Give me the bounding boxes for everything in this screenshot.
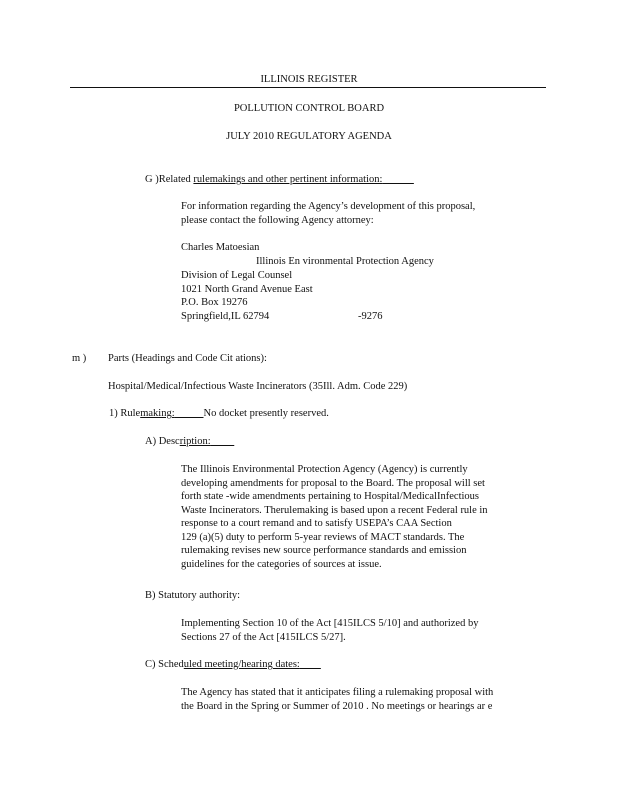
scheduled-underline-tail: [300, 659, 321, 670]
address-line: 1021 North Grand Avenue East: [181, 283, 313, 295]
description-heading: [145, 435, 234, 449]
rulemaking-row: [109, 407, 329, 421]
section-g-label: G )Related: [145, 174, 191, 185]
statutory-paragraph: [181, 617, 478, 644]
description-paragraph: [181, 463, 488, 571]
description-line: guidelines for the categories of sources at issue.: [181, 558, 382, 570]
rulemaking-value: No docket presently reserved.: [203, 408, 329, 419]
rulemaking-underline-tail: [175, 408, 204, 419]
section-g-intro: [181, 200, 475, 227]
intro-line: please contact the following Agency attorney:: [181, 214, 374, 226]
description-underlined: ription:: [179, 436, 211, 447]
scheduled-line: the Board in the Spring or Summer of 2010 . No meetings or hearings ar e: [181, 700, 493, 712]
address-line: P.O. Box 19276: [181, 297, 248, 308]
section-g-heading: [145, 173, 414, 187]
description-line: Waste Incinerators. Therulemaking is based upon a recent Federal rule in: [181, 504, 488, 516]
scheduled-underlined: uled meeting/hearing dates:: [183, 659, 300, 670]
rulemaking-underlined: making:: [140, 408, 175, 419]
header-rule: [70, 87, 546, 88]
intro-line: For information regarding the Agency’s development of this proposal,: [181, 201, 476, 212]
section-m-label: m ): [72, 353, 87, 364]
address-line: Division of Legal Counsel: [181, 270, 293, 281]
description-label: A) Desc: [145, 436, 180, 447]
section-g-underline-tail: [382, 174, 414, 185]
contact-name: Charles Matoesian: [181, 242, 260, 253]
scheduled-line: The Agency has stated that it anticipates filing a rulemaking proposal with: [181, 687, 494, 698]
rulemaking-label: 1) Rule: [109, 408, 141, 419]
contact-phone: -9276: [358, 311, 383, 322]
statutory-line: Sections 27 of the Act [415ILCS 5/27].: [181, 631, 346, 643]
scheduled-label: C) Sched: [145, 659, 184, 670]
description-line: The Illinois Environmental Protection Agency (Agency) is currently: [181, 464, 468, 475]
description-line: 129 (a)(5) duty to perform 5-year reviews of MACT standards. The: [181, 531, 465, 543]
register-header: ILLINOIS REGISTER: [260, 74, 358, 85]
statutory-heading: B) Statutory authority:: [145, 590, 241, 601]
agenda-title: JULY 2010 REGULATORY AGENDA: [226, 131, 392, 142]
description-line: rulemaking revises new source performance standards and emission: [181, 545, 467, 556]
description-line: developing amendments for proposal to the Board. The proposal will set: [181, 477, 485, 489]
description-line: response to a court remand and to satisfy USEPA’s CAA Section: [181, 518, 452, 529]
contact-city: Springfield,IL 62794: [181, 311, 270, 322]
scheduled-heading: [145, 658, 321, 672]
contact-address: [181, 269, 313, 310]
statutory-line: Implementing Section 10 of the Act [415ILCS 5/10] and authorized by: [181, 618, 479, 629]
section-m-title: Parts (Headings and Code Cit ations):: [108, 353, 267, 364]
part-title: Hospital/Medical/Infectious Waste Incinerators (35Ill. Adm. Code 229): [108, 381, 408, 392]
description-line: forth state -wide amendments pertaining to Hospital/MedicalInfectious: [181, 491, 479, 502]
description-underline-tail: [211, 436, 235, 447]
contact-agency: Illinois En vironmental Protection Agency: [256, 256, 434, 267]
section-g-title: rulemakings and other pertinent information:: [193, 174, 383, 185]
scheduled-paragraph: [181, 686, 493, 713]
board-title: POLLUTION CONTROL BOARD: [233, 103, 385, 114]
